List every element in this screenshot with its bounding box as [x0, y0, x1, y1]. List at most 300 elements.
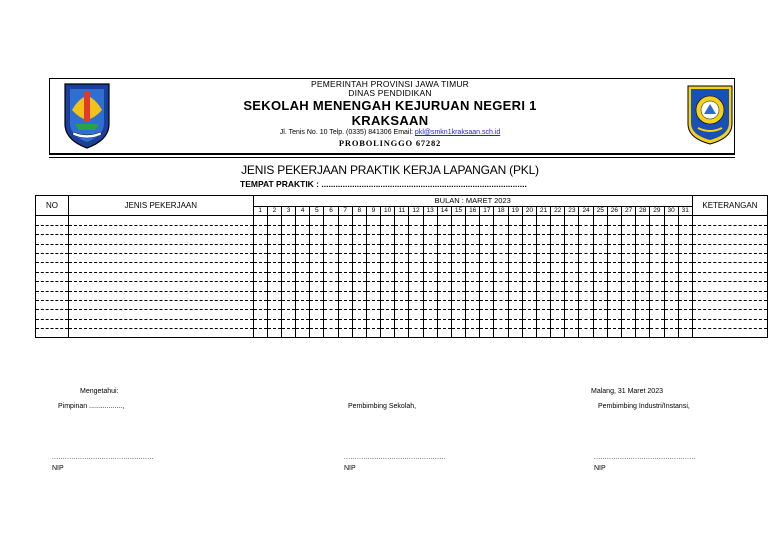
table-cell[interactable]	[664, 329, 678, 338]
table-cell[interactable]	[636, 300, 650, 309]
table-cell[interactable]	[664, 300, 678, 309]
table-cell[interactable]	[395, 216, 409, 225]
table-cell[interactable]	[324, 319, 338, 328]
table-cell[interactable]	[508, 282, 522, 291]
table-cell[interactable]	[466, 235, 480, 244]
table-cell[interactable]	[409, 225, 423, 234]
table-cell[interactable]	[593, 244, 607, 253]
table-cell[interactable]	[338, 300, 352, 309]
table-cell[interactable]	[409, 244, 423, 253]
table-cell[interactable]	[536, 319, 550, 328]
table-cell[interactable]	[296, 253, 310, 262]
table-cell[interactable]	[579, 319, 593, 328]
table-cell[interactable]	[551, 263, 565, 272]
table-cell[interactable]	[423, 291, 437, 300]
table-cell[interactable]	[381, 235, 395, 244]
table-cell[interactable]	[494, 216, 508, 225]
table-cell[interactable]	[395, 263, 409, 272]
table-cell[interactable]	[480, 216, 494, 225]
table-cell[interactable]	[593, 300, 607, 309]
table-cell[interactable]	[522, 291, 536, 300]
table-cell[interactable]	[381, 310, 395, 319]
table-cell[interactable]	[692, 253, 767, 262]
table-cell[interactable]	[36, 263, 69, 272]
table-cell[interactable]	[253, 300, 267, 309]
table-cell[interactable]	[451, 253, 465, 262]
table-cell[interactable]	[636, 225, 650, 234]
table-cell[interactable]	[324, 329, 338, 338]
table-cell[interactable]	[536, 272, 550, 281]
table-cell[interactable]	[36, 235, 69, 244]
table-cell[interactable]	[409, 263, 423, 272]
table-cell[interactable]	[621, 244, 635, 253]
table-cell[interactable]	[437, 272, 451, 281]
table-cell[interactable]	[692, 225, 767, 234]
table-cell[interactable]	[338, 244, 352, 253]
table-cell[interactable]	[451, 263, 465, 272]
table-cell[interactable]	[621, 282, 635, 291]
table-cell[interactable]	[522, 310, 536, 319]
table-cell[interactable]	[579, 225, 593, 234]
table-cell[interactable]	[551, 329, 565, 338]
table-cell[interactable]	[593, 216, 607, 225]
table-cell[interactable]	[437, 263, 451, 272]
table-cell[interactable]	[310, 329, 324, 338]
table-cell[interactable]	[678, 225, 692, 234]
table-cell[interactable]	[451, 319, 465, 328]
table-cell[interactable]	[565, 282, 579, 291]
table-cell[interactable]	[678, 244, 692, 253]
table-cell[interactable]	[324, 263, 338, 272]
table-cell[interactable]	[338, 319, 352, 328]
table-cell[interactable]	[466, 282, 480, 291]
table-cell[interactable]	[366, 253, 380, 262]
table-cell[interactable]	[395, 282, 409, 291]
table-cell[interactable]	[494, 225, 508, 234]
table-cell[interactable]	[381, 319, 395, 328]
table-cell[interactable]	[565, 216, 579, 225]
table-cell[interactable]	[437, 235, 451, 244]
table-cell[interactable]	[68, 329, 253, 338]
table-cell[interactable]	[281, 329, 295, 338]
table-cell[interactable]	[678, 235, 692, 244]
table-cell[interactable]	[68, 319, 253, 328]
table-cell[interactable]	[480, 244, 494, 253]
table-cell[interactable]	[692, 310, 767, 319]
table-cell[interactable]	[664, 282, 678, 291]
table-cell[interactable]	[579, 272, 593, 281]
table-cell[interactable]	[68, 300, 253, 309]
table-cell[interactable]	[579, 235, 593, 244]
table-cell[interactable]	[253, 282, 267, 291]
table-cell[interactable]	[338, 272, 352, 281]
table-cell[interactable]	[36, 329, 69, 338]
table-cell[interactable]	[678, 291, 692, 300]
table-cell[interactable]	[536, 263, 550, 272]
table-cell[interactable]	[466, 225, 480, 234]
table-cell[interactable]	[36, 282, 69, 291]
table-cell[interactable]	[324, 225, 338, 234]
table-cell[interactable]	[579, 310, 593, 319]
table-cell[interactable]	[423, 282, 437, 291]
table-cell[interactable]	[692, 282, 767, 291]
table-cell[interactable]	[621, 253, 635, 262]
table-cell[interactable]	[621, 235, 635, 244]
table-cell[interactable]	[281, 291, 295, 300]
table-cell[interactable]	[494, 263, 508, 272]
table-cell[interactable]	[296, 300, 310, 309]
table-cell[interactable]	[267, 329, 281, 338]
table-cell[interactable]	[437, 282, 451, 291]
table-cell[interactable]	[381, 216, 395, 225]
table-cell[interactable]	[423, 235, 437, 244]
table-cell[interactable]	[395, 225, 409, 234]
table-cell[interactable]	[494, 329, 508, 338]
table-cell[interactable]	[267, 272, 281, 281]
table-cell[interactable]	[68, 263, 253, 272]
table-cell[interactable]	[621, 225, 635, 234]
table-cell[interactable]	[508, 225, 522, 234]
table-cell[interactable]	[522, 216, 536, 225]
table-cell[interactable]	[352, 319, 366, 328]
table-cell[interactable]	[607, 216, 621, 225]
table-cell[interactable]	[324, 235, 338, 244]
table-cell[interactable]	[536, 291, 550, 300]
table-cell[interactable]	[395, 329, 409, 338]
table-cell[interactable]	[536, 300, 550, 309]
table-cell[interactable]	[451, 291, 465, 300]
table-cell[interactable]	[423, 244, 437, 253]
table-cell[interactable]	[381, 272, 395, 281]
table-cell[interactable]	[68, 310, 253, 319]
table-cell[interactable]	[664, 263, 678, 272]
table-cell[interactable]	[451, 244, 465, 253]
table-cell[interactable]	[508, 329, 522, 338]
table-cell[interactable]	[565, 263, 579, 272]
table-cell[interactable]	[607, 235, 621, 244]
table-cell[interactable]	[650, 244, 664, 253]
table-cell[interactable]	[338, 216, 352, 225]
table-cell[interactable]	[522, 263, 536, 272]
table-cell[interactable]	[437, 291, 451, 300]
table-cell[interactable]	[36, 300, 69, 309]
table-cell[interactable]	[352, 216, 366, 225]
table-cell[interactable]	[536, 310, 550, 319]
table-cell[interactable]	[267, 282, 281, 291]
table-cell[interactable]	[310, 244, 324, 253]
table-cell[interactable]	[267, 235, 281, 244]
table-cell[interactable]	[650, 291, 664, 300]
table-cell[interactable]	[310, 319, 324, 328]
table-cell[interactable]	[381, 291, 395, 300]
table-cell[interactable]	[607, 272, 621, 281]
table-cell[interactable]	[267, 263, 281, 272]
table-cell[interactable]	[423, 272, 437, 281]
table-cell[interactable]	[621, 216, 635, 225]
table-cell[interactable]	[692, 300, 767, 309]
table-cell[interactable]	[664, 253, 678, 262]
table-cell[interactable]	[678, 272, 692, 281]
table-cell[interactable]	[522, 235, 536, 244]
table-cell[interactable]	[409, 291, 423, 300]
table-cell[interactable]	[395, 300, 409, 309]
table-cell[interactable]	[664, 272, 678, 281]
table-cell[interactable]	[466, 244, 480, 253]
table-cell[interactable]	[579, 329, 593, 338]
table-cell[interactable]	[253, 216, 267, 225]
table-cell[interactable]	[636, 310, 650, 319]
table-cell[interactable]	[68, 225, 253, 234]
table-cell[interactable]	[352, 329, 366, 338]
table-cell[interactable]	[650, 263, 664, 272]
table-cell[interactable]	[324, 216, 338, 225]
table-cell[interactable]	[310, 310, 324, 319]
table-cell[interactable]	[607, 319, 621, 328]
table-cell[interactable]	[395, 319, 409, 328]
table-cell[interactable]	[579, 244, 593, 253]
table-cell[interactable]	[522, 329, 536, 338]
table-cell[interactable]	[281, 235, 295, 244]
table-cell[interactable]	[636, 216, 650, 225]
table-cell[interactable]	[253, 253, 267, 262]
table-cell[interactable]	[522, 253, 536, 262]
table-cell[interactable]	[593, 263, 607, 272]
table-cell[interactable]	[381, 329, 395, 338]
table-cell[interactable]	[650, 300, 664, 309]
table-cell[interactable]	[395, 244, 409, 253]
table-cell[interactable]	[678, 329, 692, 338]
table-cell[interactable]	[253, 244, 267, 253]
table-cell[interactable]	[451, 272, 465, 281]
table-cell[interactable]	[338, 253, 352, 262]
table-cell[interactable]	[451, 300, 465, 309]
table-cell[interactable]	[565, 300, 579, 309]
table-cell[interactable]	[536, 235, 550, 244]
table-cell[interactable]	[551, 291, 565, 300]
table-cell[interactable]	[366, 235, 380, 244]
table-cell[interactable]	[36, 225, 69, 234]
table-cell[interactable]	[607, 291, 621, 300]
table-cell[interactable]	[310, 216, 324, 225]
table-cell[interactable]	[338, 263, 352, 272]
table-cell[interactable]	[678, 310, 692, 319]
table-cell[interactable]	[395, 310, 409, 319]
table-cell[interactable]	[253, 272, 267, 281]
table-cell[interactable]	[579, 300, 593, 309]
table-cell[interactable]	[664, 235, 678, 244]
table-cell[interactable]	[324, 253, 338, 262]
table-cell[interactable]	[352, 235, 366, 244]
table-cell[interactable]	[522, 225, 536, 234]
table-cell[interactable]	[593, 291, 607, 300]
table-cell[interactable]	[692, 235, 767, 244]
table-cell[interactable]	[366, 263, 380, 272]
table-cell[interactable]	[366, 244, 380, 253]
table-cell[interactable]	[409, 329, 423, 338]
table-cell[interactable]	[296, 282, 310, 291]
table-cell[interactable]	[579, 253, 593, 262]
table-cell[interactable]	[664, 319, 678, 328]
table-cell[interactable]	[551, 272, 565, 281]
table-cell[interactable]	[565, 244, 579, 253]
table-cell[interactable]	[451, 235, 465, 244]
table-cell[interactable]	[68, 253, 253, 262]
table-cell[interactable]	[381, 244, 395, 253]
table-cell[interactable]	[338, 235, 352, 244]
table-cell[interactable]	[423, 310, 437, 319]
table-cell[interactable]	[466, 253, 480, 262]
table-cell[interactable]	[437, 216, 451, 225]
table-cell[interactable]	[423, 300, 437, 309]
table-cell[interactable]	[508, 300, 522, 309]
table-cell[interactable]	[324, 244, 338, 253]
table-cell[interactable]	[409, 300, 423, 309]
table-cell[interactable]	[664, 244, 678, 253]
table-cell[interactable]	[466, 319, 480, 328]
table-cell[interactable]	[565, 253, 579, 262]
table-cell[interactable]	[352, 253, 366, 262]
table-cell[interactable]	[281, 253, 295, 262]
table-cell[interactable]	[451, 310, 465, 319]
table-cell[interactable]	[253, 329, 267, 338]
table-cell[interactable]	[310, 253, 324, 262]
table-cell[interactable]	[36, 310, 69, 319]
table-cell[interactable]	[551, 235, 565, 244]
table-cell[interactable]	[650, 282, 664, 291]
table-cell[interactable]	[593, 310, 607, 319]
table-cell[interactable]	[409, 216, 423, 225]
table-cell[interactable]	[281, 216, 295, 225]
table-cell[interactable]	[480, 272, 494, 281]
table-cell[interactable]	[395, 235, 409, 244]
table-cell[interactable]	[423, 253, 437, 262]
table-cell[interactable]	[296, 291, 310, 300]
table-cell[interactable]	[621, 272, 635, 281]
table-cell[interactable]	[621, 300, 635, 309]
table-cell[interactable]	[310, 300, 324, 309]
table-cell[interactable]	[36, 244, 69, 253]
table-cell[interactable]	[437, 310, 451, 319]
table-cell[interactable]	[692, 329, 767, 338]
table-cell[interactable]	[338, 291, 352, 300]
table-cell[interactable]	[494, 319, 508, 328]
table-cell[interactable]	[593, 282, 607, 291]
table-cell[interactable]	[68, 291, 253, 300]
table-cell[interactable]	[267, 319, 281, 328]
table-cell[interactable]	[593, 272, 607, 281]
table-cell[interactable]	[678, 300, 692, 309]
table-cell[interactable]	[296, 216, 310, 225]
table-cell[interactable]	[296, 263, 310, 272]
table-cell[interactable]	[324, 282, 338, 291]
table-cell[interactable]	[281, 310, 295, 319]
table-cell[interactable]	[593, 253, 607, 262]
table-cell[interactable]	[650, 216, 664, 225]
table-cell[interactable]	[68, 282, 253, 291]
table-cell[interactable]	[296, 319, 310, 328]
table-cell[interactable]	[296, 329, 310, 338]
table-cell[interactable]	[466, 272, 480, 281]
table-cell[interactable]	[381, 253, 395, 262]
table-cell[interactable]	[678, 216, 692, 225]
table-cell[interactable]	[281, 263, 295, 272]
table-cell[interactable]	[366, 225, 380, 234]
table-cell[interactable]	[324, 272, 338, 281]
table-cell[interactable]	[480, 300, 494, 309]
table-cell[interactable]	[593, 225, 607, 234]
table-cell[interactable]	[536, 282, 550, 291]
table-cell[interactable]	[310, 235, 324, 244]
table-cell[interactable]	[678, 263, 692, 272]
table-cell[interactable]	[607, 300, 621, 309]
table-cell[interactable]	[409, 253, 423, 262]
table-cell[interactable]	[621, 263, 635, 272]
table-cell[interactable]	[310, 282, 324, 291]
table-cell[interactable]	[551, 310, 565, 319]
table-cell[interactable]	[366, 291, 380, 300]
table-cell[interactable]	[480, 263, 494, 272]
table-cell[interactable]	[551, 253, 565, 262]
table-cell[interactable]	[338, 282, 352, 291]
table-cell[interactable]	[508, 310, 522, 319]
table-cell[interactable]	[692, 216, 767, 225]
table-cell[interactable]	[310, 225, 324, 234]
table-cell[interactable]	[267, 225, 281, 234]
table-cell[interactable]	[536, 225, 550, 234]
table-cell[interactable]	[409, 235, 423, 244]
table-cell[interactable]	[310, 272, 324, 281]
table-cell[interactable]	[281, 244, 295, 253]
table-cell[interactable]	[621, 319, 635, 328]
table-cell[interactable]	[36, 319, 69, 328]
table-cell[interactable]	[621, 329, 635, 338]
table-cell[interactable]	[636, 282, 650, 291]
table-cell[interactable]	[494, 244, 508, 253]
table-cell[interactable]	[281, 319, 295, 328]
table-cell[interactable]	[395, 291, 409, 300]
table-cell[interactable]	[366, 319, 380, 328]
table-cell[interactable]	[338, 310, 352, 319]
table-cell[interactable]	[636, 244, 650, 253]
table-cell[interactable]	[338, 329, 352, 338]
table-cell[interactable]	[338, 225, 352, 234]
table-cell[interactable]	[508, 263, 522, 272]
table-cell[interactable]	[267, 244, 281, 253]
table-cell[interactable]	[253, 235, 267, 244]
table-cell[interactable]	[68, 244, 253, 253]
table-cell[interactable]	[664, 216, 678, 225]
table-cell[interactable]	[593, 319, 607, 328]
table-cell[interactable]	[551, 282, 565, 291]
table-cell[interactable]	[607, 282, 621, 291]
table-cell[interactable]	[607, 244, 621, 253]
table-cell[interactable]	[692, 272, 767, 281]
table-cell[interactable]	[508, 216, 522, 225]
table-cell[interactable]	[437, 244, 451, 253]
table-cell[interactable]	[522, 319, 536, 328]
table-cell[interactable]	[423, 216, 437, 225]
table-cell[interactable]	[352, 300, 366, 309]
table-cell[interactable]	[451, 329, 465, 338]
table-cell[interactable]	[68, 235, 253, 244]
table-cell[interactable]	[352, 225, 366, 234]
table-cell[interactable]	[366, 329, 380, 338]
table-cell[interactable]	[68, 272, 253, 281]
table-cell[interactable]	[253, 225, 267, 234]
table-cell[interactable]	[565, 225, 579, 234]
table-cell[interactable]	[296, 225, 310, 234]
table-cell[interactable]	[352, 282, 366, 291]
